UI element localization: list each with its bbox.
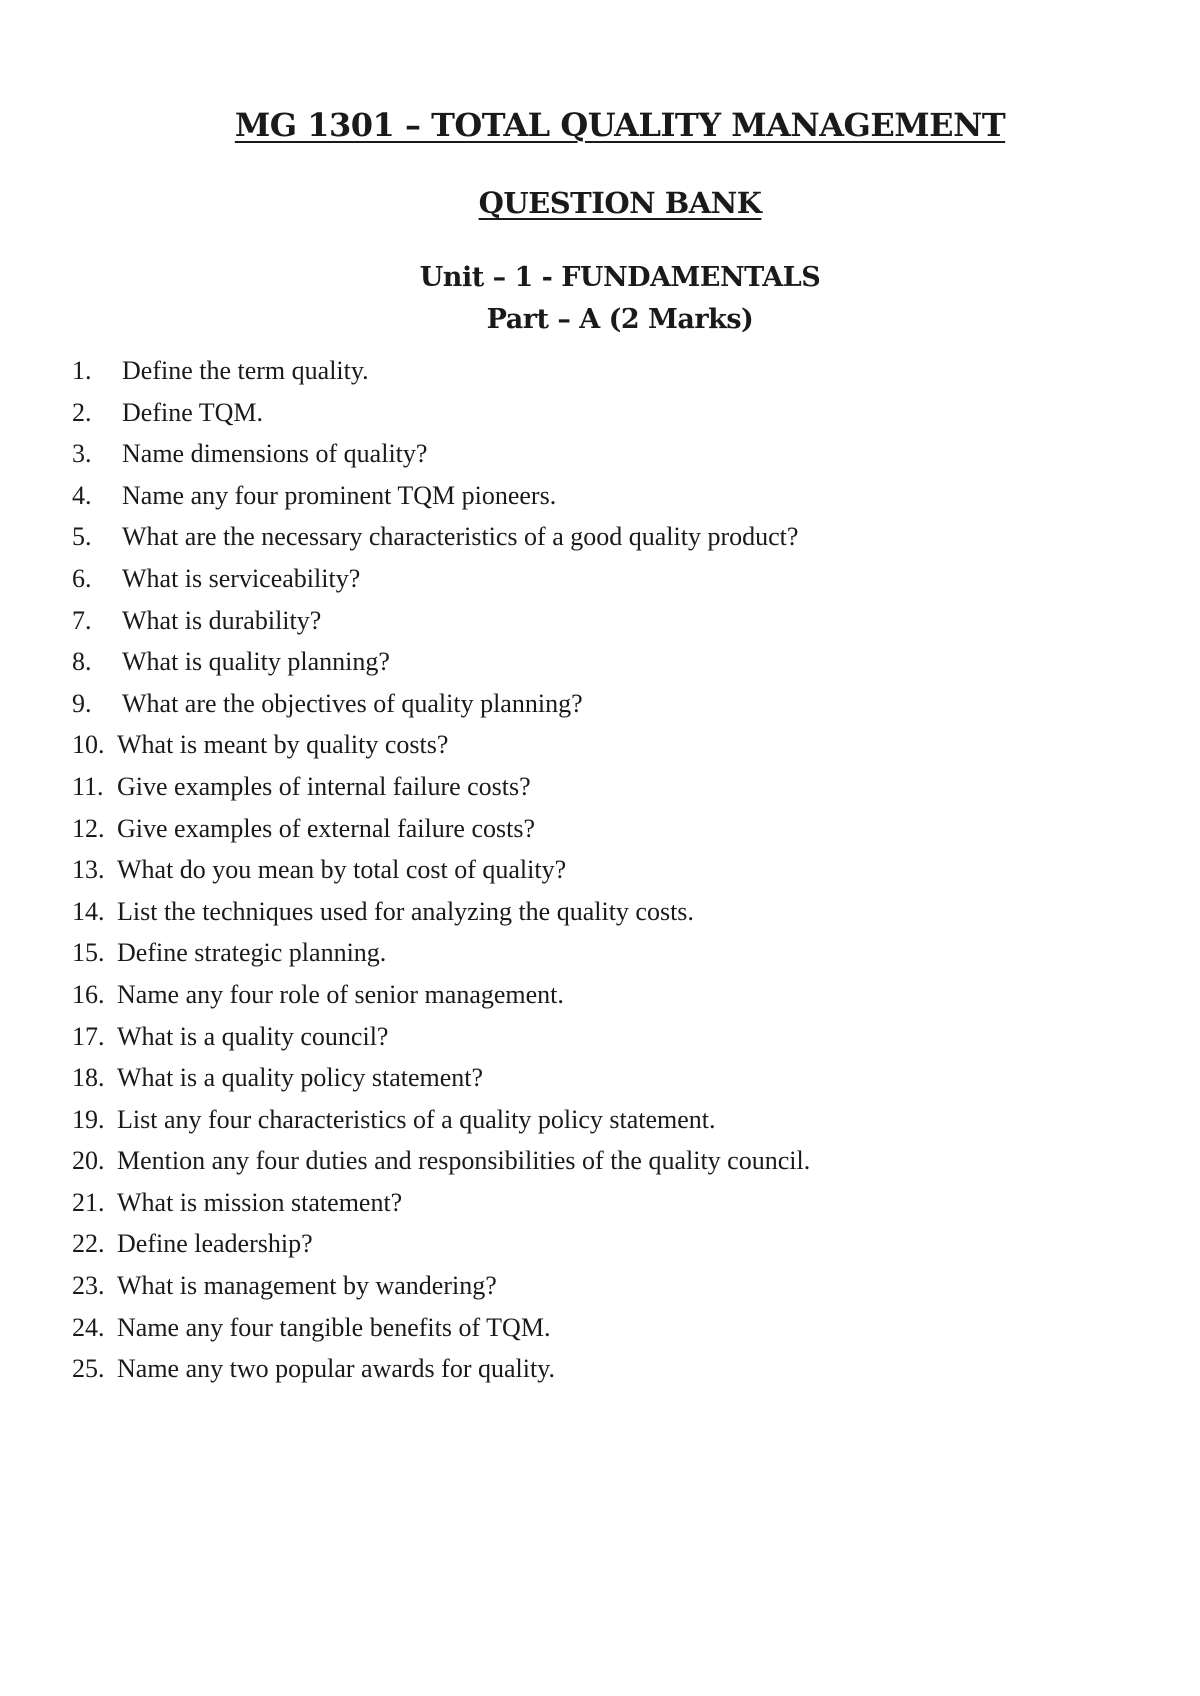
question-number: 8. xyxy=(72,647,92,677)
question-text: List the techniques used for analyzing the quality costs. xyxy=(117,896,694,926)
part-heading: Part – A (2 Marks) xyxy=(486,304,754,335)
question-list xyxy=(72,350,810,1390)
question-text: What is a quality council? xyxy=(117,1021,389,1051)
question-number: 21. xyxy=(72,1187,105,1217)
question-text: Name any four tangible benefits of TQM. xyxy=(117,1312,551,1342)
question-item xyxy=(72,724,810,766)
question-item xyxy=(72,516,810,558)
question-item xyxy=(72,849,810,891)
question-text: Define leadership? xyxy=(117,1229,313,1259)
question-text: Define TQM. xyxy=(122,397,264,427)
question-text: What is serviceability? xyxy=(122,563,361,593)
question-number: 14. xyxy=(72,896,105,926)
question-item xyxy=(72,808,810,850)
question-item xyxy=(72,641,810,683)
question-number: 11. xyxy=(72,771,104,801)
question-item xyxy=(72,1016,810,1058)
question-text: Name any four prominent TQM pioneers. xyxy=(122,480,557,510)
question-item xyxy=(72,974,810,1016)
question-item xyxy=(72,1182,810,1224)
question-item xyxy=(72,766,810,808)
question-number: 4. xyxy=(72,480,92,510)
question-item xyxy=(72,932,810,974)
question-text: What is a quality policy statement? xyxy=(117,1063,484,1093)
question-number: 9. xyxy=(72,688,92,718)
question-item xyxy=(72,1057,810,1099)
question-item xyxy=(72,1307,810,1349)
question-text: Name any four role of senior management. xyxy=(117,979,564,1009)
question-item xyxy=(72,1140,810,1182)
question-number: 18. xyxy=(72,1063,105,1093)
question-item xyxy=(72,475,810,517)
question-number: 19. xyxy=(72,1104,105,1134)
question-text: Mention any four duties and responsibilities of the quality council. xyxy=(117,1146,811,1176)
question-number: 3. xyxy=(72,439,92,469)
question-number: 6. xyxy=(72,563,92,593)
question-text: Define strategic planning. xyxy=(117,938,387,968)
question-number: 5. xyxy=(72,522,92,552)
question-text: What do you mean by total cost of quality? xyxy=(117,855,567,885)
question-item xyxy=(72,600,810,642)
question-text: Define the term quality. xyxy=(122,356,369,385)
question-text: What is mission statement? xyxy=(117,1187,403,1217)
question-text: What is meant by quality costs? xyxy=(117,730,449,760)
question-number: 23. xyxy=(72,1271,105,1301)
question-text: What are the necessary characteristics of a good quality product? xyxy=(122,522,799,552)
question-number: 20. xyxy=(72,1146,105,1176)
question-item xyxy=(72,1099,810,1141)
question-text: What are the objectives of quality planning? xyxy=(122,688,583,718)
question-number: 24. xyxy=(72,1312,105,1342)
question-item xyxy=(72,683,810,725)
question-text: Give examples of internal failure costs? xyxy=(117,771,531,801)
document-title: MG 1301 – TOTAL QUALITY MANAGEMENT xyxy=(234,106,1006,144)
question-item xyxy=(72,891,810,933)
question-number: 13. xyxy=(72,855,105,885)
question-number: 15. xyxy=(72,938,105,968)
question-number: 2. xyxy=(72,397,92,427)
question-item xyxy=(72,1265,810,1307)
question-item xyxy=(72,1348,810,1390)
unit-heading: Unit – 1 - FUNDAMENTALS xyxy=(419,262,821,293)
question-text: Name dimensions of quality? xyxy=(122,439,428,469)
question-number: 10. xyxy=(72,730,105,760)
question-item xyxy=(72,558,810,600)
question-item xyxy=(72,433,810,475)
question-text: What is management by wandering? xyxy=(117,1271,497,1301)
question-text: What is durability? xyxy=(122,605,322,635)
question-text: What is quality planning? xyxy=(122,647,390,677)
question-item xyxy=(72,392,810,434)
question-number: 17. xyxy=(72,1021,105,1051)
question-number: 12. xyxy=(72,813,105,843)
question-number: 7. xyxy=(72,605,92,635)
question-item xyxy=(72,1223,810,1265)
question-text: List any four characteristics of a quality policy statement. xyxy=(117,1104,716,1134)
question-number: 1. xyxy=(72,356,92,385)
question-text: Name any two popular awards for quality. xyxy=(117,1354,556,1384)
question-number: 22. xyxy=(72,1229,105,1259)
question-text: Give examples of external failure costs? xyxy=(117,813,535,843)
question-number: 16. xyxy=(72,979,105,1009)
question-number: 25. xyxy=(72,1354,105,1384)
document-subtitle: QUESTION BANK xyxy=(478,186,762,220)
question-item xyxy=(72,350,810,392)
